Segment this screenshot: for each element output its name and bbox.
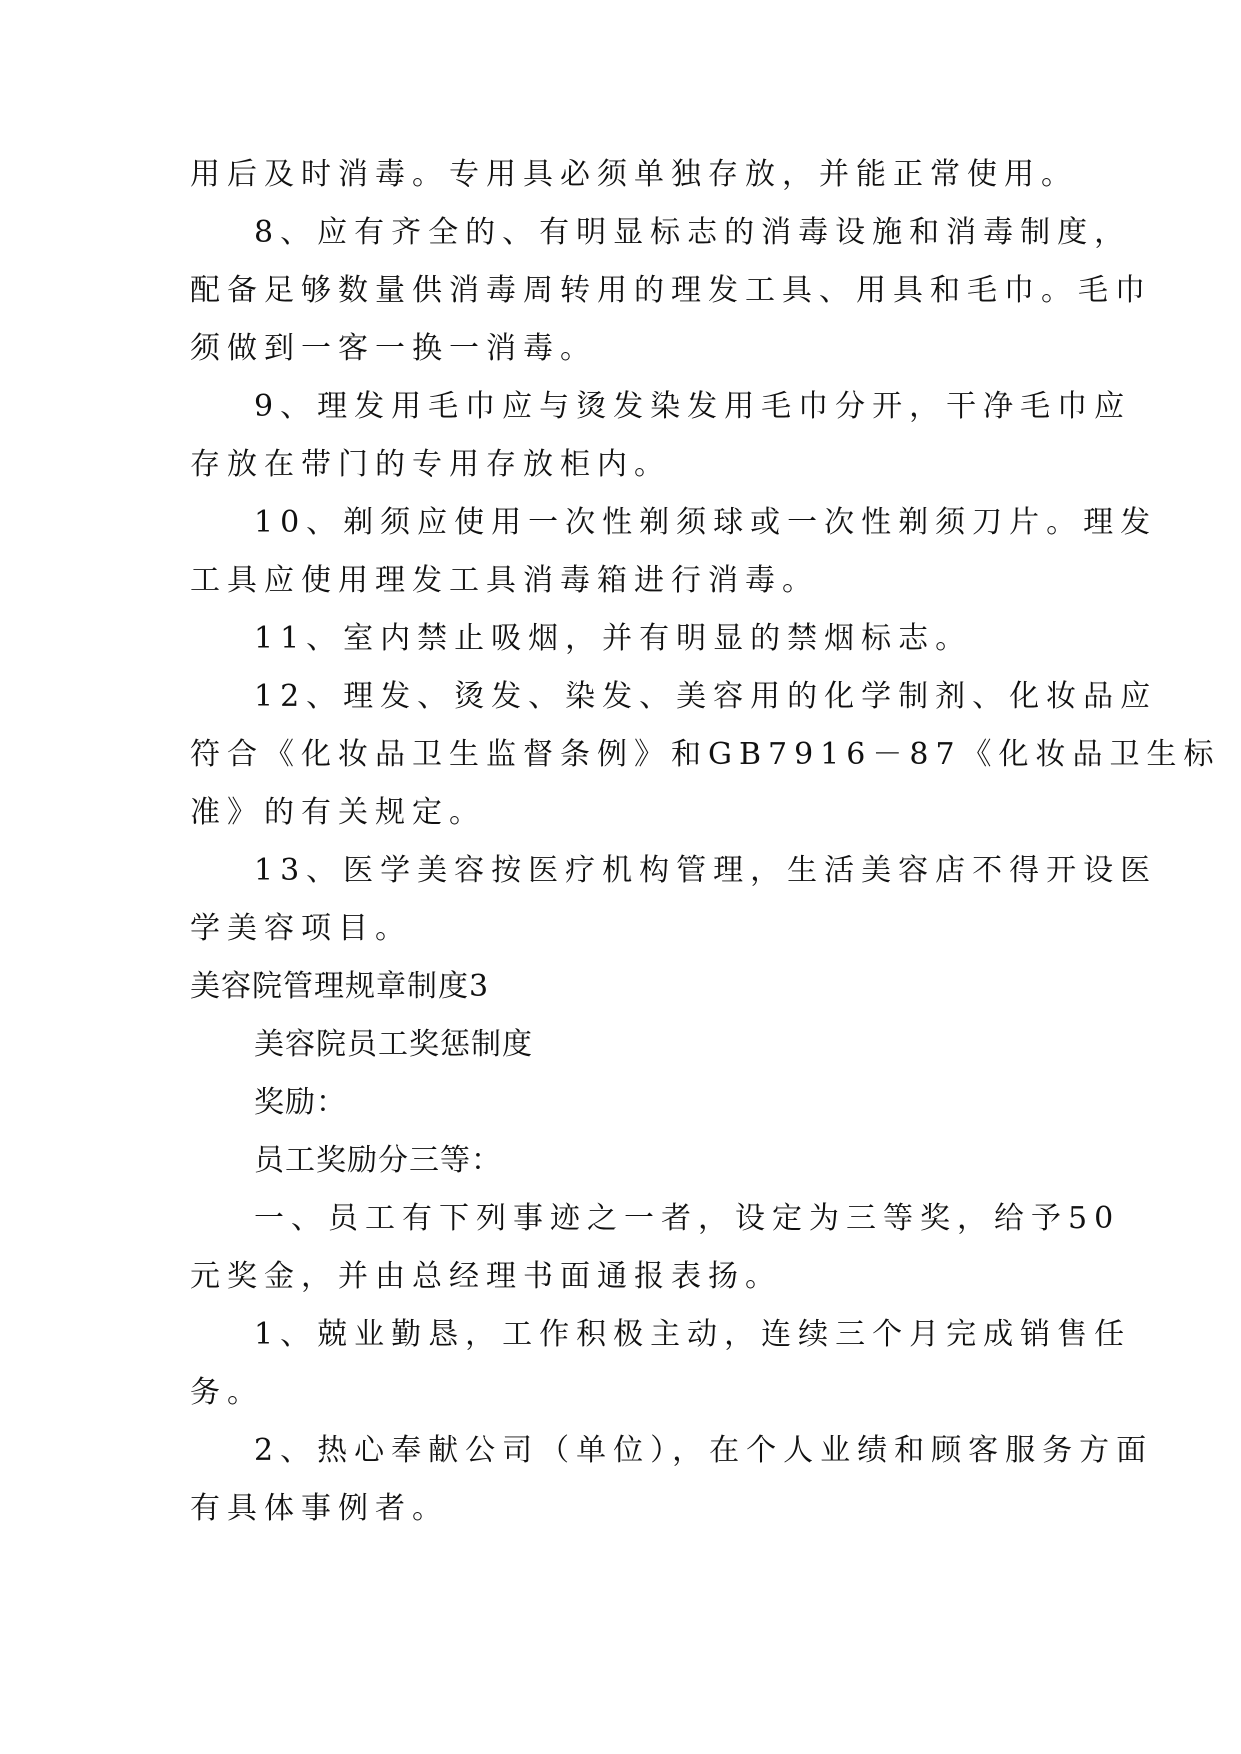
paragraph-line: 务。	[190, 1375, 264, 1410]
paragraph-line: 有具体事例者。	[190, 1491, 449, 1526]
paragraph-line: 2、热心奉献公司（单位），在个人业绩和顾客服务方面	[254, 1433, 1154, 1468]
paragraph-line: 元奖金，并由总经理书面通报表扬。	[190, 1259, 782, 1294]
paragraph-line: 9、理发用毛巾应与烫发染发用毛巾分开，干净毛巾应	[254, 389, 1132, 424]
subsection-label: 奖励：	[254, 1085, 347, 1120]
subsection-label: 员工奖励分三等：	[254, 1143, 502, 1178]
paragraph-line: 13、医学美容按医疗机构管理，生活美容店不得开设医	[254, 853, 1158, 888]
section-subheading: 美容院员工奖惩制度	[254, 1027, 533, 1062]
paragraph-line: 准》的有关规定。	[190, 795, 486, 830]
paragraph-line: 存放在带门的专用存放柜内。	[190, 447, 671, 482]
paragraph-line: 学美容项目。	[190, 911, 412, 946]
paragraph-line: 符合《化妆品卫生监督条例》和GB7916－87《化妆品卫生标	[190, 737, 1221, 772]
paragraph-line: 12、理发、烫发、染发、美容用的化学制剂、化妆品应	[254, 679, 1158, 714]
paragraph-line: 11、室内禁止吸烟，并有明显的禁烟标志。	[254, 621, 973, 656]
paragraph-line: 10、剃须应使用一次性剃须球或一次性剃须刀片。理发	[254, 505, 1158, 540]
paragraph-line: 工具应使用理发工具消毒箱进行消毒。	[190, 563, 819, 598]
paragraph-line: 须做到一客一换一消毒。	[190, 331, 597, 366]
paragraph-line: 配备足够数量供消毒周转用的理发工具、用具和毛巾。毛巾	[190, 273, 1152, 308]
paragraph-line: 一、员工有下列事迹之一者，设定为三等奖，给予50	[254, 1201, 1121, 1236]
paragraph-line: 8、应有齐全的、有明显标志的消毒设施和消毒制度，	[254, 215, 1132, 250]
section-heading: 美容院管理规章制度3	[190, 969, 490, 1004]
paragraph-line: 用后及时消毒。专用具必须单独存放，并能正常使用。	[190, 157, 1078, 192]
paragraph-line: 1、兢业勤恳，工作积极主动，连续三个月完成销售任	[254, 1317, 1132, 1352]
